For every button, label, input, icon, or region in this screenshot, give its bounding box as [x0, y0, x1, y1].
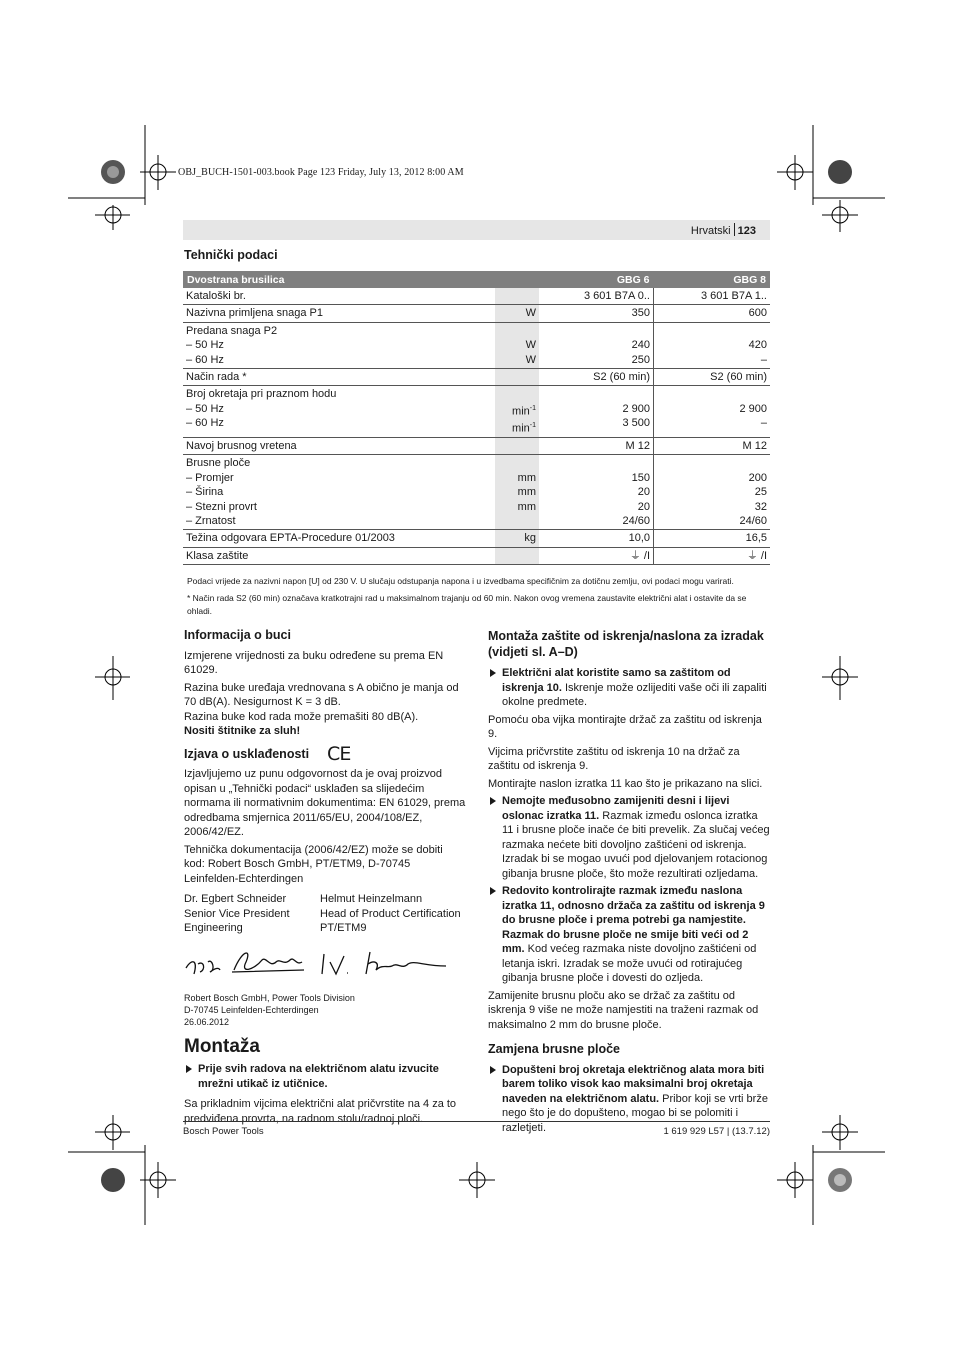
spec-cell-v1: 2 900 3 500	[539, 386, 654, 438]
bullet-triangle-icon	[186, 1065, 192, 1073]
spec-row	[183, 369, 770, 386]
spec-table	[183, 271, 770, 565]
conformity-title: Izjava o usklađenosti	[184, 746, 310, 761]
spec-cell-unit: $\min^{-1}$ $\min^{-1}$	[495, 386, 539, 438]
left-column	[184, 628, 466, 1129]
spec-cell-v2: 3 601 B7A 1..	[654, 288, 771, 305]
spec-title: Tehnički podaci	[184, 248, 278, 262]
spec-row	[183, 455, 770, 530]
spec-cell-label: Navoj brusnog vretena	[183, 437, 495, 454]
noise-text-2: Razina buke uređaja vrednovana s A obično je manja od 70 dB(A). Nesigurnost K = 3 dB.	[184, 681, 459, 708]
spec-cell-label: Nazivna primljena snaga P1	[183, 305, 495, 322]
spec-cell-v2: ⏚ /I	[654, 547, 771, 564]
spec-cell-unit	[495, 288, 539, 305]
spec-row	[183, 305, 770, 322]
spec-cell-v1: S2 (60 min)	[539, 369, 654, 386]
guard-text-2: Vijcima pričvrstite zaštitu od iskrenja 10 na držač za zaštitu od iskrenja 9.	[488, 745, 740, 772]
assembly-title: Montaža	[184, 1035, 260, 1057]
print-info: OBJ_BUCH-1501-003.book Page 123 Friday, July 13, 2012 8:00 AM	[178, 167, 464, 178]
spec-cell-label: Kataloški br.	[183, 288, 495, 305]
spec-row	[183, 288, 770, 305]
guard-bullet-2-bold: Nemojte međusobno zamijeniti desni i lijevi oslonac izratka 11.	[502, 795, 730, 822]
spec-cell-unit: kg	[495, 530, 539, 547]
spec-cell-v1: 150 20 20 24/60	[539, 455, 654, 530]
spec-cell-label: Težina odgovara EPTA-Procedure 01/2003	[183, 530, 495, 547]
spec-row	[183, 386, 770, 438]
spec-cell-unit	[495, 437, 539, 454]
bullet-triangle-icon	[490, 669, 496, 677]
guard-bullet-3-text: Kod većeg razmaka niste dovoljno zaštićeni od letanja iskri. Izradak se može uvući od rotirajućeg gibanja brusne ploče i dovesti do ozljeda.	[502, 943, 757, 984]
spec-cell-v1: ⏚ /I	[539, 547, 654, 564]
spec-cell-unit: W W	[495, 322, 539, 368]
spec-notes	[183, 575, 770, 622]
guard-bullet-3-bold: Redovito kontrolirajte razmak između naslona izratka 11, odnosno držača za zaštitu od iskrenja 9 do brusne ploče i prema potrebi ga namjestite. Razmak do brusne ploče ne smije biti veći od 2 mm.	[502, 885, 765, 955]
replace-bullet-1-bold: Dopušteni broj okretaja električnog alata mora biti barem toliko visok kao maksimalni broj okretaja naveden na električnom alatu.	[502, 1063, 765, 1105]
bullet-triangle-icon	[490, 797, 496, 805]
assembly-text-1: Sa prikladnim vijcima električni alat pričvrstite na 4 za to predviđena provrta, na radnom stolu/radnoj ploči.	[184, 1098, 457, 1125]
spec-cell-label: Broj okretaja pri praznom hodu – 50 Hz – 60 Hz	[183, 386, 495, 438]
spec-cell-v1: 3 601 B7A 0..	[539, 288, 654, 305]
spec-cell-v2: 16,5	[654, 530, 771, 547]
spec-row	[183, 322, 770, 368]
note-operation-mode: * Način rada S2 (60 min) označava kratkotrajni rad u maksimalnom trajanju od 60 min. Nakon ovog vremena zaustavite električni alat i ostavite da se ohladi.	[187, 593, 747, 616]
spec-cell-v2: S2 (60 min)	[654, 369, 771, 386]
conformity-text-1: Izjavljujemo uz punu odgovornost da je ovaj proizvod opisan u „Tehnički podaci“ usklađen sa slijedećim normama ili normativnim dokumentima: EN 61029, prema odredbama smjernica 2011/65/EU, 2004/108/EZ, 2006/42/EZ.	[184, 768, 466, 838]
noise-warning: Nositi štitnike za sluh!	[184, 725, 301, 737]
head-product: Dvostrana brusilica	[183, 271, 495, 288]
spec-cell-v2: 2 900 –	[654, 386, 771, 438]
replace-wheel-title: Zamjena brusne ploče	[488, 1042, 620, 1056]
guard-bullet-1-text: Iskrenje može ozlijediti vaše oči ili zapaliti okolne predmete.	[502, 681, 767, 708]
page-header	[183, 220, 770, 240]
spec-cell-unit: W	[495, 305, 539, 322]
note-voltage: Podaci vrijede za nazivni napon [U] od 230 V. U slučaju odstupanja napona i u izvedbama specifičnim za dotičnu zemlju, ovi podaci mogu varirati.	[187, 576, 734, 586]
bullet-triangle-icon	[490, 1066, 496, 1074]
spec-cell-v2: 420 –	[654, 322, 771, 368]
spec-row	[183, 547, 770, 564]
company-address: Robert Bosch GmbH, Power Tools Division D-70745 Leinfelden-Echterdingen 26.06.2012	[184, 992, 355, 1027]
conformity-heading	[184, 742, 466, 765]
spec-cell-unit	[495, 547, 539, 564]
conformity-text-2: Tehnička dokumentacija (2006/42/EZ) može se dobiti kod: Robert Bosch GmbH, PT/ETM9, D-70745 Leinfelden-Echterdingen	[184, 843, 443, 885]
noise-text-3: Razina buke kod rada može premašiti 80 dB(A).	[184, 710, 419, 723]
signatory-1: Dr. Egbert Schneider Senior Vice President Engineering	[184, 893, 290, 934]
spec-cell-v2: M 12	[654, 437, 771, 454]
header-language: Hrvatski	[690, 225, 731, 237]
spec-cell-v1: M 12	[539, 437, 654, 454]
spec-cell-label: Predana snaga P2 – 50 Hz – 60 Hz	[183, 322, 495, 368]
page-number: 123	[737, 225, 756, 237]
spec-cell-label: Brusne ploče – Promjer – Širina – Stezni provrt – Zrnatost	[183, 455, 495, 530]
guard-bullet-2	[488, 794, 771, 881]
guard-bullet-1-bold: Električni alat koristite samo sa zaštitom od iskrenja 10.	[502, 667, 731, 694]
assembly-bullet-1-text: Prije svih radova na električnom alatu izvucite mrežni utikač iz utičnice.	[198, 1063, 439, 1090]
spec-cell-v1: 350	[539, 305, 654, 322]
head-gbg8: GBG 8	[654, 271, 771, 288]
guard-title: Montaža zaštite od iskrenja/naslona za izradak (vidjeti sl. A–D)	[488, 629, 764, 659]
noise-title: Informacija o buci	[184, 628, 291, 642]
noise-text-1: Izmjerene vrijednosti za buku određene su prema EN 61029.	[184, 649, 444, 676]
guard-bullet-1	[488, 666, 771, 710]
replace-bullet-1-text: Pribor koji se vrti brže nego što je do dopušteno, mogao bi se polomiti i razletjeti.	[502, 1092, 768, 1134]
spec-table-head	[183, 271, 770, 288]
right-column	[488, 628, 771, 1138]
head-unit	[495, 271, 539, 288]
signatories	[184, 892, 466, 936]
signatory-2: Helmut Heinzelmann Head of Product Certification PT/ETM9	[320, 893, 461, 934]
spec-row	[183, 530, 770, 547]
guard-text-1: Pomoću oba vijka montirajte držač za zaštitu od iskrenja 9.	[488, 713, 762, 740]
spec-cell-unit	[495, 369, 539, 386]
footer-docnumber: 1 619 929 L57 | (13.7.12)	[663, 1126, 770, 1137]
head-gbg6: GBG 6	[539, 271, 654, 288]
handwritten-signatures	[184, 940, 466, 986]
spec-cell-label: Način rada *	[183, 369, 495, 386]
spec-cell-unit: mm mm mm	[495, 455, 539, 530]
spec-cell-v2: 200 25 32 24/60	[654, 455, 771, 530]
guard-bullet-3	[488, 884, 771, 986]
guard-text-4: Zamijenite brusnu ploču ako se držač za zaštitu od iskrenja 9 više ne može namjestiti na traženi razmak od maksimalno 2 mm do brusne ploče.	[488, 989, 759, 1031]
footer-brand: Bosch Power Tools	[183, 1126, 264, 1137]
guard-text-3: Montirajte naslon izratka 11 kao što je prikazano na slici.	[488, 777, 763, 790]
spec-row	[183, 437, 770, 454]
ce-mark: CE	[327, 742, 351, 765]
spec-cell-label: Klasa zaštite	[183, 547, 495, 564]
page-footer	[183, 1121, 770, 1137]
bullet-triangle-icon	[490, 887, 496, 895]
assembly-bullet-1	[184, 1062, 466, 1091]
guard-bullet-2-text: Razmak između oslonca izratka 11 i brusne ploče inače će biti prevelik. Za slučaj većeg razmaka nećete biti dovoljno zaštićeni od iskrenja. Izradak bi se mogao uvući pod djelovanjem rotacionog gibanja brusne ploče, što može rezultirati ozljedama.	[502, 809, 770, 880]
spec-cell-v1: 10,0	[539, 530, 654, 547]
spec-cell-v1: 240 250	[539, 322, 654, 368]
spec-cell-v2: 600	[654, 305, 771, 322]
